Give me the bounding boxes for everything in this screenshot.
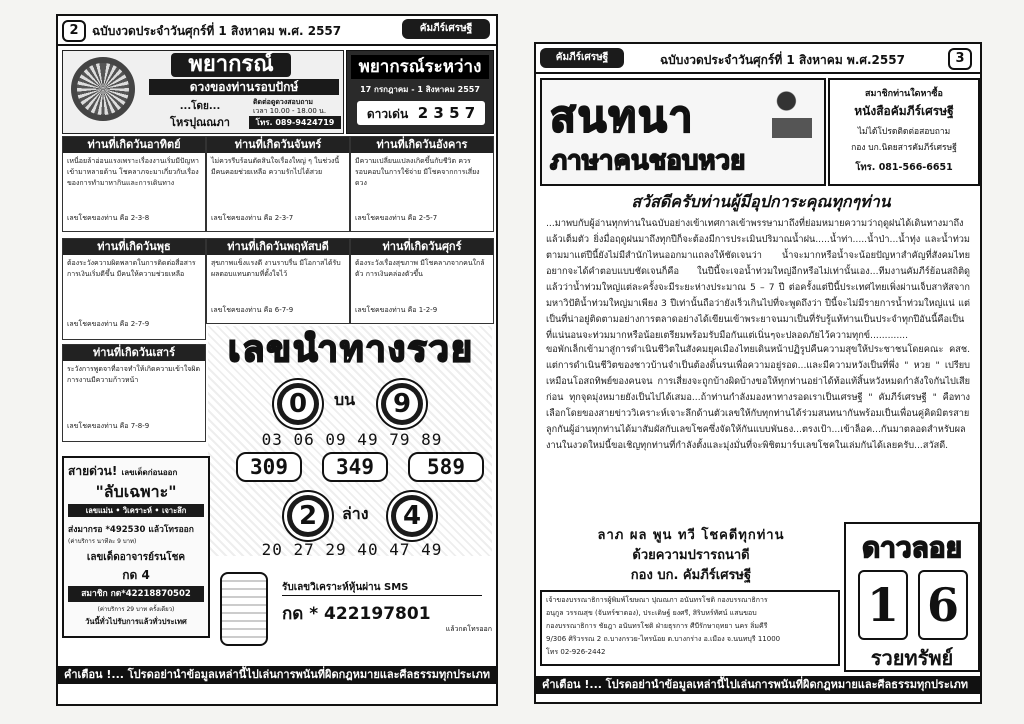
zodiac-head: ท่านที่เกิดวันพฤหัสบดี: [207, 239, 349, 255]
header-rule: [536, 72, 980, 74]
header-logo: คัมภีร์เศรษฐี: [402, 19, 490, 39]
sms-box: [62, 456, 210, 638]
triple-number: 589: [408, 452, 484, 482]
zodiac-text: ต้องระวังความผิดพลาดในการติดต่อสื่อสาร การเงินเริ่มดีขึ้น มีคนให้ความช่วยเหลือ: [67, 259, 196, 278]
banner-title: พยากรณ์: [171, 53, 291, 77]
zodiac-head: ท่านที่เกิดวันอาทิตย์: [63, 137, 205, 153]
triple-number: 349: [322, 452, 388, 482]
zodiac-lucky: เลขโชคของท่าน คือ 2-5-7: [355, 214, 438, 222]
zodiac-thursday: [206, 238, 350, 324]
analysis-box: [212, 568, 492, 648]
masthead-subtitle: ภาษาคนชอบหวย: [550, 146, 746, 176]
page-number: 3: [948, 48, 972, 70]
phone-mascot-icon: [220, 572, 268, 646]
banner-phone: โทร. 089-9424719: [249, 116, 341, 129]
top-label: บน: [334, 390, 356, 409]
lottery-title: เลขนำทางรวย: [228, 329, 474, 370]
zodiac-saturday: [62, 344, 206, 442]
signature-line1: ลาภ ผล พูน ทวี โชคดีทุกท่าน: [597, 528, 785, 543]
floating-digit: 1: [858, 570, 908, 640]
zodiac-text: ไม่ควรรีบร้อนตัดสินใจเรื่องใหญ่ ๆ ในช่วงนี้ มีคนคอยช่วยเหลือ ความรักไปได้สวย: [211, 157, 340, 176]
zodiac-lucky: เลขโชคของท่าน คือ 2-3-7: [211, 214, 294, 222]
bottom-digit-ball: [388, 492, 436, 540]
subscribe-box: [828, 78, 980, 186]
sms-note: (ค่าบริการ นาทีละ 9 บาท): [68, 538, 137, 545]
top-row-numbers: 03 06 09 49 79 89: [261, 430, 443, 449]
left-page: [56, 14, 498, 706]
issue-header: ฉบับงวดประจำวันศุกร์ที่ 1 สิงหาคม พ.ศ.2557: [660, 53, 905, 67]
credits-box: [540, 590, 840, 666]
credits-line: อนุกูล วรรณสุข (จันทร์ชาดอง), ประเดิษฐ์ ยงศรี, สิริบหร์ทัศน์ แสนขอบ: [546, 609, 757, 617]
zodiac-lucky: เลขโชคของท่าน คือ 6-7-9: [211, 306, 294, 314]
zodiac-text: สุขภาพแข็งแรงดี งานราบรื่น มีโอกาสได้รับผลตอบแทนตามที่ตั้งใจไว้: [211, 259, 341, 278]
analysis-label: รับเลขวิเคราะห์หุ้นผ่าน SMS: [282, 580, 482, 596]
zodiac-sunday: [62, 136, 206, 232]
zodiac-head: ท่านที่เกิดวันพุธ: [63, 239, 205, 255]
bottom-digit: 4: [396, 500, 428, 532]
zodiac-text: เหนื่อยล้าอ่อนแรงเพราะเรื่องงานเริ่มมีปัญหาเข้ามาหลายด้าน โชคลาภจะมาเกี่ยวกับเรื่องของการทำมาหากินและการเดินทาง: [67, 157, 199, 187]
sms-member: สมาชิก กด*42218870502: [68, 586, 204, 602]
triple-number: 309: [236, 452, 302, 482]
masthead-title: สนทนา: [550, 92, 695, 141]
top-digit: 9: [386, 388, 418, 420]
bottom-row-numbers: 20 27 29 40 47 49: [261, 540, 443, 559]
zodiac-text: ต้องระวังเรื่องสุขภาพ มีโชคลาภจากคนใกล้ตัว การเงินคล่องตัวขึ้น: [355, 259, 485, 278]
top-digit-ball: [274, 380, 322, 428]
floating-box: [844, 522, 980, 672]
zodiac-head: ท่านที่เกิดวันอังคาร: [351, 137, 493, 153]
sms-tagline: เลขเด็ดอาจารย์รนโชค: [86, 552, 186, 563]
zodiac-monday: [206, 136, 350, 232]
zodiac-friday: [350, 238, 494, 324]
warning-bar: คำเตือน !... โปรดอย่านำข้อมูลเหล่านี้ไปเล่นการพนันที่ผิดกฎหมายและศีลธรรมทุกประเภท: [536, 676, 980, 694]
lucky-star-label: ดาวเด่น: [366, 107, 409, 121]
forecast-title: พยากรณ์ระหว่าง: [351, 55, 489, 79]
sms-urgent: [68, 462, 204, 481]
zodiac-lucky: เลขโชคของท่าน คือ 7-8-9: [67, 422, 150, 430]
header-rule: [58, 44, 496, 46]
zodiac-lucky: เลขโชคของท่าน คือ 2-3-8: [67, 214, 150, 222]
analysis-code: กด * 422197801: [282, 604, 431, 624]
warning-bar: คำเตือน !... โปรดอย่านำข้อมูลเหล่านี้ไปเล่นการพนันที่ผิดกฎหมายและศีลธรรมทุกประเภท: [58, 666, 496, 684]
page-number: 2: [62, 20, 86, 42]
bottom-label: ล่าง: [342, 504, 369, 523]
sms-secret: "ลับเฉพาะ": [95, 482, 177, 501]
floating-footer: รวยทรัพย์: [870, 646, 954, 670]
masthead: [540, 78, 826, 186]
banner-name: โหรปุณณภา: [170, 116, 230, 129]
subscribe-phone: โทร. 081-566-6651: [855, 162, 953, 173]
man-reading-icon: [742, 88, 816, 140]
credits-line: เจ้าของบรรณาธิการผู้พิมพ์โฆษณา ปุณณภา อนันทรโชติ กองบรรณาธิการ: [546, 596, 768, 604]
top-digit: 0: [282, 388, 314, 420]
sms-urgent-label: สายด่วน!: [68, 464, 118, 478]
credits-line: โทร 02-926-2442: [546, 648, 606, 656]
zodiac-lucky: เลขโชคของท่าน คือ 2-7-9: [67, 320, 150, 328]
zodiac-head: ท่านที่เกิดวันเสาร์: [63, 345, 205, 361]
top-digit-ball: [378, 380, 426, 428]
zodiac-wednesday: [62, 238, 206, 340]
sms-send: ส่งมากรอ *492530 แล้วโทรออก: [68, 525, 194, 535]
sun-emblem-icon: [71, 57, 135, 121]
forecast-dates: 17 กรกฎาคม - 1 สิงหาคม 2557: [360, 85, 480, 94]
floating-digit: 6: [918, 570, 968, 640]
sms-member-note: (ค่าบริการ 29 บาท ครั้งเดียว): [97, 606, 175, 613]
analysis-suffix: แล้วกดโทรออก: [445, 625, 492, 633]
subscribe-line3: ไม่ได้โปรดติดต่อสอบถาม: [857, 127, 951, 137]
sms-urgent-sub: เลขเด็ดก่อนออก: [121, 468, 178, 477]
forecast-box: [346, 50, 494, 134]
fortune-banner: [62, 50, 344, 134]
zodiac-text: ระวังการพูดจาที่อาจทำให้เกิดความเข้าใจผิด การงานมีความก้าวหน้า: [67, 365, 201, 384]
article-paragraph: ...มาพบกับผู้อ่านทุกท่านในฉบับอย่างเข้าเทศกาลเข้าพรรษามาถึงที่ย่อมหมายความว่าฤดูฝนได้เดินทางมาถึงแล้วเต็มตัว ยิ่งมื่อฤดูฝนมาถึงทุกปีก็จะต้องมีการประเมินปริมาณน้ำฝน.....น้ำท่า.....น้ำป่า...น้ำทุ่ง และน้ำท่วมตามมาแต่ปีนี้ยังไม่มีสำนักไหนออกมาแถลงให้ชัดเจนว่า น้ำจะมากหรือน้ำจะน้อยปัญหาสำคัญที่สังคมไทยอยากจะได้คำตอบแบบชัดเจนก็คือ ในปีนี้จะเจอน้ำท่วมใหญ่อีกหรือไม่เท่านั้นเอง...ทีมงานคัมภีร์ย้อนสถิติดูแล้วว่าน้ำท่วมใหญ่แต่ละครั้งจะมีระยะห่างประมาณ 5 – 7 ปี ต่อครั้งแต่ปีนี้ประเทศไทยเพิ่งผ่านเจ็บสาหัสจากมหาวิปัติน้ำท่วมใหญ่มาเพียง 3 ปีเท่านั้นถือว่ายังเร็วเกินไปที่จะพูดถึงว่า ปีนี้จะไม่มีรายการน้ำท่วมใหญ่แน่ แต่เป็นที่น่าอยู่ติดตามอย่างการตลาดอย่างได้เขียนเข้าพระยาจนมาเป็นที่รับรู้แท้ท่านเป็นประจำทุกปีอันนี้คือเป็นที่แน่นอนจะท่วมมากหรือน้อยเตรียมพร้อมรับมือกันแต่เนิ่นๆจะปลอดภัยไว้ความทุกข์.............: [546, 218, 970, 341]
subscribe-line1: สมาชิกท่านใดหาซื้อ: [865, 89, 943, 99]
lucky-star-numbers: 2 3 5 7: [417, 104, 476, 122]
issue-header: ฉบับงวดประจำวันศุกร์ที่ 1 สิงหาคม พ.ศ. 2557: [92, 24, 342, 38]
greeting: สวัสดีครับท่านผู้มีอุปการะคุณทุกๆท่าน: [631, 192, 891, 211]
zodiac-text: มีความเปลี่ยนแปลงเกิดขึ้นกับชีวิต ควรรอบคอบในการใช้จ่าย มีโชคจากการเสี่ยงดวง: [355, 157, 480, 187]
banner-hours: เวลา 10.00 - 18.00 น.: [253, 107, 327, 115]
floating-title: ดาวลอย: [861, 531, 962, 564]
sms-services: เลขแม่น • วิเคราะห์ • เจาะลึก: [68, 504, 204, 517]
lucky-star: [357, 101, 485, 125]
sms-press: กด 4: [122, 568, 150, 582]
right-page: [534, 42, 982, 704]
subscribe-line2: หนังสือคัมภีร์เศรษฐี: [854, 104, 954, 118]
header-logo: คัมภีร์เศรษฐี: [540, 48, 624, 68]
zodiac-lucky: เลขโชคของท่าน คือ 1-2-9: [355, 306, 438, 314]
zodiac-tuesday: [350, 136, 494, 232]
signature-line3: กอง บก. คัมภีร์เศรษฐี: [630, 568, 752, 583]
zodiac-head: ท่านที่เกิดวันศุกร์: [351, 239, 493, 255]
bottom-digit: 2: [292, 500, 324, 532]
signature-line2: ด้วยความปรารถนาดี: [632, 548, 750, 563]
article-paragraph: ขอพักเล็กเข้ามาสู่การดำเนินชีวิตในสังคมยุคเมืองไทยเดินหน้าปฏิรูปคืนความสุขให้ประชาชนโดยคณะ คสช. แต่การดำเนินชีวิตของชาวบ้านจำเป็นต้องดิ้นรนเพื่อความอยู่รอด...และมีความหวังเป็นที่พึ่ง " หวย " เปรียบเหมือนโอสถทิพย์ของคนจน การเสี่ยงจะถูกบ้างผิดบ้างขอให้ทุกท่านอย่าได้ท้อแท้สิ้นหวังหมดกำลังใจกันไปเสียก่อน ทุกจุดมุ่งหมายยังเป็นไปได้เสมอ...ถ้าท่านกำลังมองหาทางรอดเราเป็นเศรษฐี " คัมภีร์เศรษฐี " คือทางเลือกโดยของสายข่าววิเคราะห์เจาะลึกด้านตัวเลขให้กับทุกท่านได้ร่วมสนทนากันพร้อมเป็นเพื่อนคู่คิดมิตรสายลูกกันผู้อ่านทุกท่านได้มาสัมผัสกับเลขโชคซึ่งจัดให้กันแบบพันธง...ตรงเป้า...เข้าล็อค...กันมาตลอดสำหรับผลงานในงวดใหม่นี้ขอเชิญทุกท่านที่กำลังตั้งและมุ่งมั่นที่จะพิชิตมาร์บเลขโชคในเล่มกันได้เลยครับ...สวัสดี.: [546, 344, 970, 451]
sms-footer: วันนี้ทั่วไปรับการแล้วทั่วประเทศ: [85, 617, 187, 626]
banner-by: ...โดย...: [179, 101, 221, 112]
credits-line: กองบรรณาธิการ ชัยฎา อนันทรโชติ ฝ่ายธุรการ ศีบีรักษาฤทยา นคร ลิ่มคีรี: [546, 622, 768, 630]
credits-line: 9/306 ศิริวรรณ 2 ถ.บางกรวย-ไทรน้อย ต.บางกร่าง อ.เมือง จ.นนทบุรี 11000: [546, 635, 781, 643]
bottom-digit-ball: [284, 492, 332, 540]
banner-subtitle: ดวงของท่านรอบปักษ์: [149, 79, 339, 95]
banner-contact-note: ติดต่อดูดวงสอบถาม: [253, 98, 313, 106]
subscribe-line4: กอง บก.นิตยสารคัมภีร์เศรษฐี: [851, 143, 957, 153]
zodiac-head: ท่านที่เกิดวันจันทร์: [207, 137, 349, 153]
